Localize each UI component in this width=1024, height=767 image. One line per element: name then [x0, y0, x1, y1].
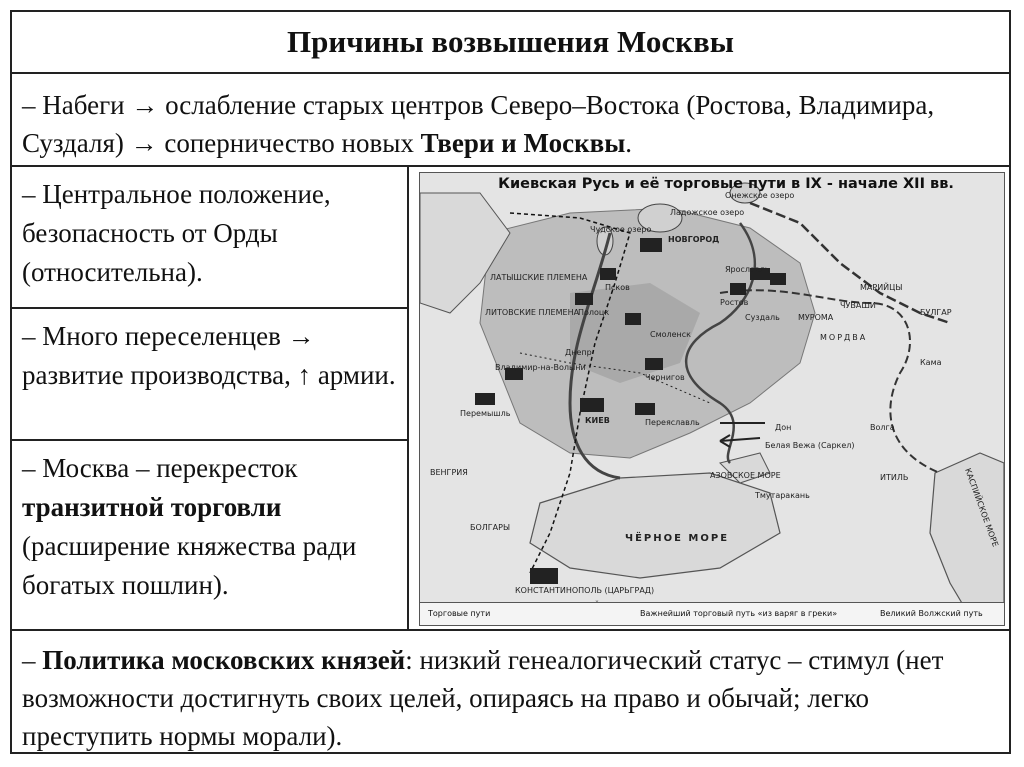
map-legend: [420, 602, 1004, 625]
map-label-smolensk: Смоленск: [650, 330, 692, 339]
reason-princes-policy: [12, 631, 1009, 752]
map-label-bulgar: БУЛГАР: [920, 308, 952, 317]
map-label-tmutarakan: Тмутаракань: [755, 491, 810, 500]
map-label-chuvash: ЧУВАШИ: [840, 301, 876, 310]
legend-trade-routes: Торговые пути: [428, 609, 491, 618]
map-label-pskov: Псков: [605, 283, 630, 292]
reason-trade-bold: транзитной торговли: [22, 492, 282, 522]
map-label-onega: Онежское озеро: [725, 191, 795, 200]
map-label-black-sea: ЧЁРНОЕ МОРЕ: [625, 533, 730, 544]
map-label-hungary: ВЕНГРИЯ: [430, 468, 468, 477]
map-label-latvian: ЛАТЫШСКИЕ ПЛЕМЕНА: [490, 273, 588, 282]
map-label-polotsk: Полоцк: [578, 308, 610, 317]
map-label-caspian: КАСПИЙСКОЕ МОРЕ: [963, 466, 1000, 549]
reason-central-position: [12, 167, 409, 309]
map-label-chernigov: Чернигов: [645, 373, 685, 382]
map-label-suzdal: Суздаль: [745, 313, 780, 322]
historical-map: [419, 172, 1005, 626]
map-label-mari: МАРИЙЦЫ: [860, 283, 903, 292]
reason-policy-bold: Политика московских князей: [42, 645, 406, 675]
map-label-ladoga: Ладожское озеро: [670, 208, 745, 217]
map-label-lithuanian: ЛИТОВСКИЕ ПЛЕМЕНА: [485, 308, 580, 317]
legend-main-route: Важнейший торговый путь «из варяг в греки»: [640, 609, 838, 618]
map-label-novgorod: НОВГОРОД: [668, 235, 720, 244]
reason-raids-bold: Твери и Москвы: [420, 128, 626, 158]
map-label-peremyshl: Перемышль: [460, 409, 511, 418]
map-label-kiev: КИЕВ: [585, 416, 610, 425]
reason-trade-text-b: (расширение княжества ради богатых пошлин).: [22, 531, 357, 600]
map-label-itil: ИТИЛЬ: [880, 473, 909, 482]
reason-policy-text-b: : низкий генеалогический статус – стимул (нет возможности достигнуть своих целей, опираясь на право и обычай; легко преступить нормы морали).: [22, 645, 944, 751]
map-label-rostov: Ростов: [720, 298, 749, 307]
map-label-don: Дон: [775, 423, 792, 432]
reason-settlers: [12, 309, 409, 441]
reason-trade-crossroads: [12, 441, 409, 631]
reason-policy-text-a: –: [22, 645, 43, 675]
slide-table: [10, 10, 1011, 754]
map-cell: [409, 167, 1009, 631]
map-label-chudskoe: Чудское озеро: [590, 225, 652, 234]
map-label-pereyaslavl: Переяславль: [645, 418, 700, 427]
map-title: Киевская Русь и её торговые пути в IX - начале XII вв.: [498, 176, 954, 192]
legend-volga-route: Великий Волжский путь: [880, 609, 983, 618]
reason-central-text: – Центральное положение, безопасность от Орды (относительна).: [22, 179, 331, 287]
reason-raids-end: .: [625, 128, 633, 158]
map-label-mordva: МОРДВА: [820, 333, 868, 342]
reason-settlers-text: – Много переселенцев → развитие производства, ↑ армии.: [22, 321, 396, 390]
map-label-dnepr: Днепр: [565, 348, 592, 357]
map-label-kama: Кама: [920, 358, 942, 367]
map-label-vladimir-volyn: Владимир-на-Волыни: [495, 363, 586, 372]
map-label-azov: АЗОВСКОЕ МОРЕ: [710, 471, 781, 480]
map-label-murom: МУРОМА: [798, 313, 834, 322]
reason-trade-text-a: – Москва – перекресток: [22, 453, 298, 483]
reason-raids-text: – Набеги → ослабление старых центров Северо–Востока (Ростова, Владимира, Суздаля) → соперничество новых: [22, 90, 935, 158]
map-label-constantinople: КОНСТАНТИНОПОЛЬ (ЦАРЬГРАД): [515, 586, 655, 595]
map-label-yaroslavl: Ярославль: [725, 265, 770, 274]
reason-raids: [12, 72, 1009, 167]
map-label-bolgary: БОЛГАРЫ: [470, 523, 511, 532]
map-label-volga: Волга: [870, 423, 895, 432]
map-label-belaya-vezha: Белая Вежа (Саркел): [765, 441, 855, 450]
slide-title: Причины возвышения Москвы: [12, 12, 1009, 74]
